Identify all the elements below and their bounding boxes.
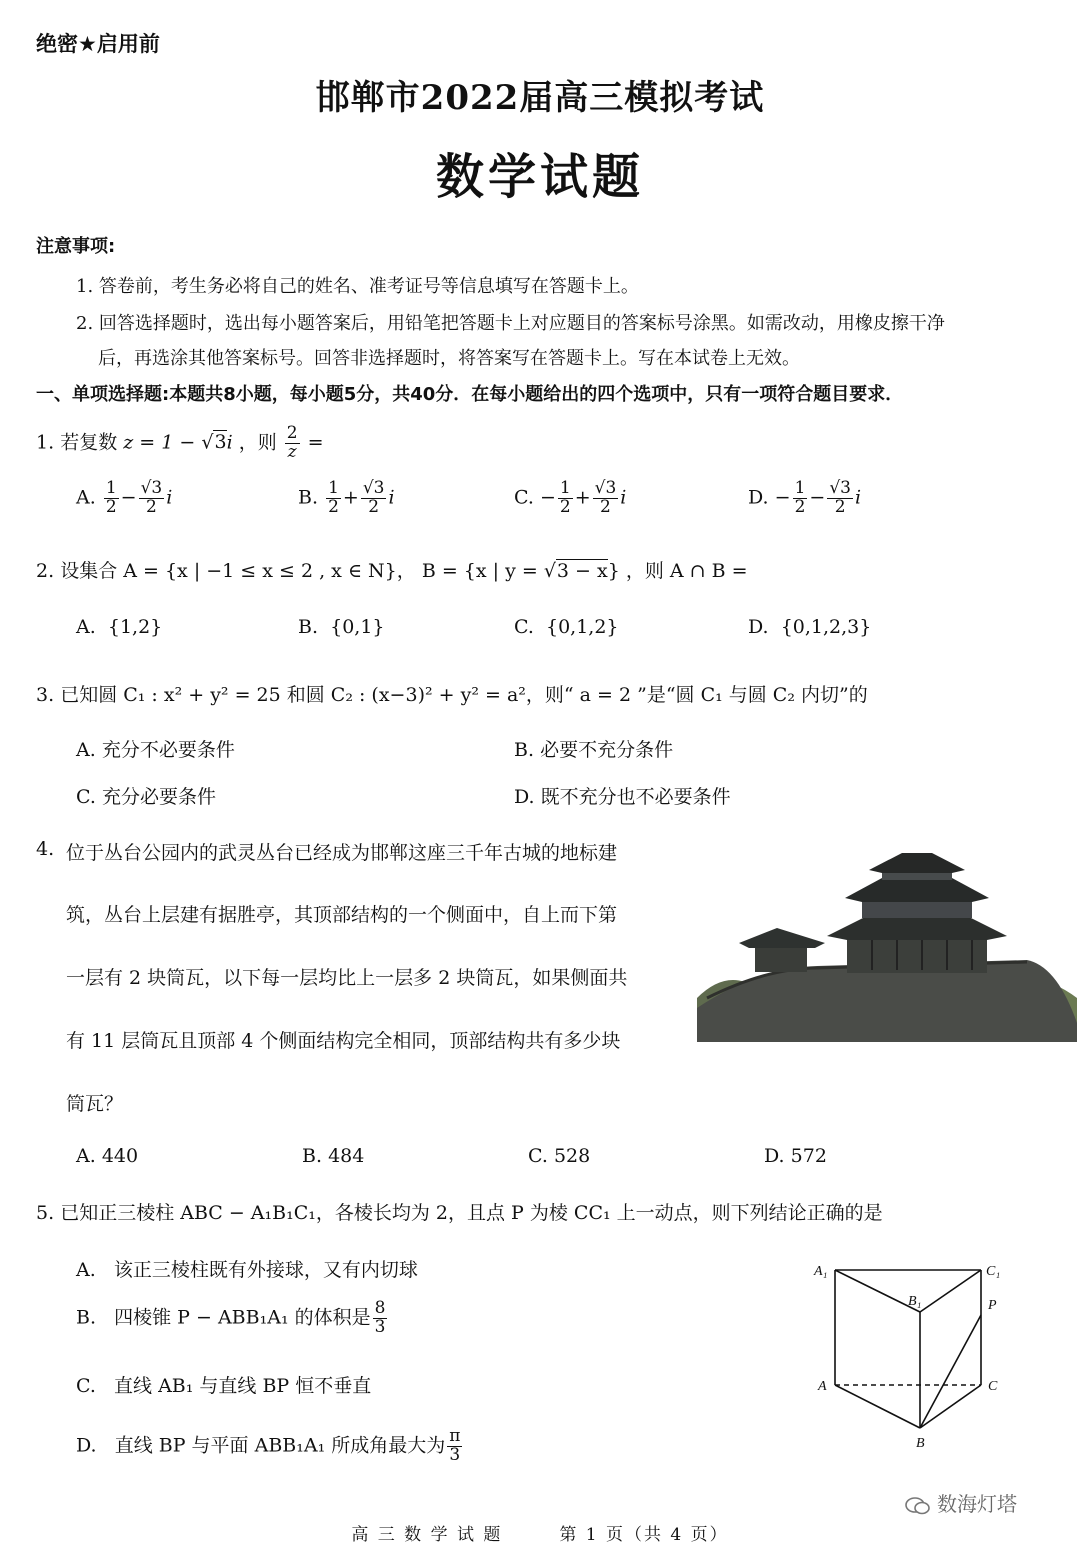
notice-item-1: 1. 答卷前，考生务必将自己的姓名、准考证号等信息填写在答题卡上。 xyxy=(76,276,639,297)
q4-option-a[interactable]: A. 440 xyxy=(76,1145,139,1167)
q2-option-c[interactable]: C. {0,1,2} xyxy=(514,616,619,638)
wechat-icon xyxy=(905,1496,931,1516)
label-b1: B₁ xyxy=(908,1294,922,1309)
q3-option-d[interactable]: D. 既不充分也不必要条件 xyxy=(514,786,731,808)
exam-subject: 数学试题 xyxy=(435,149,644,205)
q1-prefix: 若复数 xyxy=(60,431,118,454)
q3-option-a[interactable]: A. 充分不必要条件 xyxy=(76,739,235,761)
q2-option-b[interactable]: B. {0,1} xyxy=(298,616,385,638)
label-p: P xyxy=(988,1298,997,1313)
q3-option-c[interactable]: C. 充分必要条件 xyxy=(76,786,216,808)
q4-option-b[interactable]: B. 484 xyxy=(302,1145,365,1167)
question-2: 2. 设集合 A = {x | −1 ≤ x ≤ 2 , x ∈ N}， B = {x | y = √3 − x} ，则 A ∩ B = xyxy=(36,560,748,582)
question-1: 1. 若复数 z = 1 − √3i ，则 $\frac{2}{z}$ = xyxy=(36,423,324,462)
q1-option-b[interactable]: B. $\frac{1}{2}$ + $\frac{√3}{2}$ i xyxy=(298,478,395,517)
q4-line-5: 筒瓦？ xyxy=(66,1093,124,1115)
question-3: 3. 已知圆 C₁ : x² + y² = 25 和圆 C₂ : (x−3)² + y² = a²，则“ a = 2 ”是“圆 C₁ 与圆 C₂ 内切”的 xyxy=(36,684,868,706)
q4-option-c[interactable]: C. 528 xyxy=(528,1145,591,1167)
notice-item-2: 2. 回答选择题时，选出每小题答案后，用铅笔把答题卡上对应题目的答案标号涂黑。如需改动，用橡皮擦干净 xyxy=(76,313,945,334)
q4-line-2: 筑，丛台上层建有据胜亭，其顶部结构的一个侧面中，自上而下第 xyxy=(66,904,618,926)
notice-item-2-cont: 后，再选涂其他答案标号。回答非选择题时，将答案写在答题卡上。写在本试卷上无效。 xyxy=(98,348,800,369)
q1-i: i xyxy=(226,431,233,454)
q1-sqrt: 3 xyxy=(214,431,227,454)
confidential-label: 绝密★启用前 xyxy=(36,32,160,56)
q1-expr: z = 1 − xyxy=(123,431,202,454)
q4-line-1: 位于丛台公园内的武灵丛台已经成为邯郸这座三千年古城的地标建 xyxy=(66,842,618,864)
q2-option-d[interactable]: D. {0,1,2,3} xyxy=(748,616,872,638)
label-c: C xyxy=(988,1379,998,1394)
q1-option-c[interactable]: C. − $\frac{1}{2}$ + $\frac{√3}{2}$ i xyxy=(514,478,627,517)
q4-number: 4. xyxy=(36,838,55,860)
label-a1: A₁ xyxy=(814,1264,828,1279)
label-a: A xyxy=(818,1379,827,1394)
q5-option-b[interactable]: B. 四棱锥 P − ABB₁A₁ 的体积是 $\frac{8}{3}$ xyxy=(76,1298,386,1337)
label-c1: C₁ xyxy=(986,1264,1001,1279)
q4-option-d[interactable]: D. 572 xyxy=(764,1145,827,1167)
q1-eq: = xyxy=(307,431,324,454)
q2-option-a[interactable]: A. {1,2} xyxy=(76,616,163,638)
q5-option-c[interactable]: C. 直线 AB₁ 与直线 BP 恒不垂直 xyxy=(76,1375,372,1397)
q1-fraction: $\frac{2}{z}$ xyxy=(286,423,298,462)
question-5: 5. 已知正三棱柱 ABC − A₁B₁C₁，各棱长均为 2，且点 P 为棱 CC₁ 上一动点，则下列结论正确的是 xyxy=(36,1202,883,1224)
section-heading: 一、单项选择题:本题共8小题，每小题5分，共40分．在每小题给出的四个选项中，只有一项符合题目要求． xyxy=(36,384,904,405)
q4-line-4: 有 11 层筒瓦且顶部 4 个侧面结构完全相同，顶部结构共有多少块 xyxy=(66,1030,621,1052)
page-footer: 高 三 数 学 试 题 第 1 页（共 4 页） xyxy=(351,1525,729,1545)
pavilion-photo xyxy=(697,848,1077,1042)
notice-heading: 注意事项: xyxy=(36,236,116,257)
q2-set-a: A = {x | −1 ≤ x ≤ 2 , x ∈ N} xyxy=(123,560,397,582)
label-b: B xyxy=(916,1436,925,1451)
q1-number: 1. xyxy=(36,431,55,454)
q3-option-b[interactable]: B. 必要不充分条件 xyxy=(514,739,674,761)
q2-set-b: B = {x | y = √3 − x} xyxy=(421,560,620,582)
q5-option-d[interactable]: D. 直线 BP 与平面 ABB₁A₁ 所成角最大为 $\frac{\pi}{3}$ xyxy=(76,1426,461,1465)
q1-option-a[interactable]: A. $\frac{1}{2}$ − $\frac{√3}{2}$ i xyxy=(76,478,173,517)
prism-diagram xyxy=(808,1255,1023,1455)
q1-mid: ，则 xyxy=(238,431,277,454)
q5-option-a[interactable]: A. 该正三棱柱既有外接球，又有内切球 xyxy=(76,1259,418,1281)
exam-title: 邯郸市2022届高三模拟考试 xyxy=(315,78,765,118)
watermark: 数海灯塔 xyxy=(905,1488,1017,1517)
q4-line-3: 一层有 2 块筒瓦，以下每一层均比上一层多 2 块筒瓦，如果侧面共 xyxy=(66,967,628,989)
q1-option-d[interactable]: D. − $\frac{1}{2}$ − $\frac{√3}{2}$ i xyxy=(748,478,862,517)
